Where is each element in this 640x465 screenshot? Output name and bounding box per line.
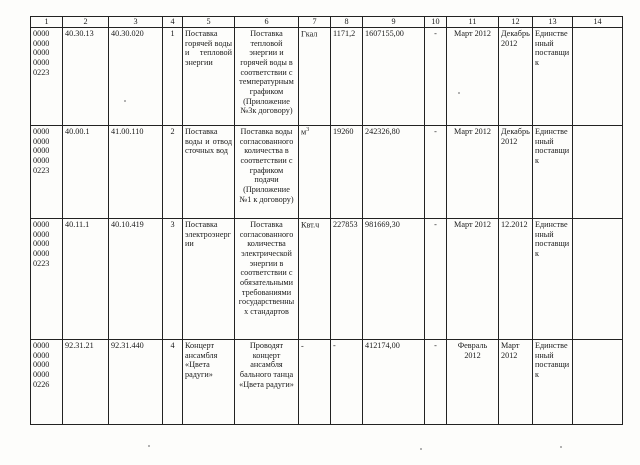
unit-text: м (301, 127, 307, 137)
price-cell: 242326,80 (363, 126, 425, 219)
kbk-code-cell: 0000 0000 0000 0000 0223 (31, 219, 63, 340)
table-row (31, 219, 623, 340)
okdp-cell: 41.00.110 (109, 126, 163, 219)
lot-number-cell: 4 (163, 340, 183, 425)
subject-cell: Поставка воды и отвод сточных вод (183, 126, 235, 219)
column-number: 8 (331, 17, 363, 28)
column-number: 10 (425, 17, 447, 28)
column-number: 12 (499, 17, 533, 28)
table-row (31, 28, 623, 126)
unit-text: Квт.ч (301, 220, 320, 230)
col14-cell (573, 219, 623, 340)
end-date-cell: Декабрь 2012 (499, 28, 533, 126)
column-number: 6 (235, 17, 299, 28)
quantity-cell: 19260 (331, 126, 363, 219)
scan-speck (560, 446, 562, 448)
col14-cell (573, 340, 623, 425)
col10-cell: - (425, 219, 447, 340)
okved-cell: 40.11.1 (63, 219, 109, 340)
unit-text: Гкал (301, 29, 318, 39)
column-number: 3 (109, 17, 163, 28)
col14-cell (573, 28, 623, 126)
kbk-code-cell: 0000 0000 0000 0000 0223 (31, 126, 63, 219)
table-row (31, 340, 623, 425)
end-date-cell: 12.2012 (499, 219, 533, 340)
okdp-cell: 40.30.020 (109, 28, 163, 126)
requirements-cell: Проводят концерт ансамбля бального танца «Цвета радуги» (235, 340, 299, 425)
kbk-code-cell: 0000 0000 0000 0000 0226 (31, 340, 63, 425)
quantity-cell: 227853 (331, 219, 363, 340)
start-date-cell: Февраль 2012 (447, 340, 499, 425)
unit-cell (299, 28, 331, 126)
requirements-cell: Поставка воды согласованного количества в соответствии с графиком подачи (Приложение №1 к договору) (235, 126, 299, 219)
column-number: 4 (163, 17, 183, 28)
column-number: 9 (363, 17, 425, 28)
column-number: 2 (63, 17, 109, 28)
scan-speck (420, 448, 422, 450)
method-cell: Единственный поставщик (533, 126, 573, 219)
start-date-cell: Март 2012 (447, 126, 499, 219)
price-cell: 981669,30 (363, 219, 425, 340)
unit-text: - (301, 341, 304, 351)
column-number: 13 (533, 17, 573, 28)
column-number: 5 (183, 17, 235, 28)
column-number-row (31, 17, 623, 28)
unit-cell (299, 126, 331, 219)
unit-cell (299, 340, 331, 425)
lot-number-cell: 1 (163, 28, 183, 126)
column-number: 1 (31, 17, 63, 28)
method-cell: Единственный поставщик (533, 28, 573, 126)
subject-cell: Поставка электроэнергии (183, 219, 235, 340)
scan-speck (148, 445, 150, 447)
requirements-cell: Поставка согласованного количества электрической энергии в соответствии с обязательными требованиями государственных стандартов (235, 219, 299, 340)
okdp-cell: 92.31.440 (109, 340, 163, 425)
price-cell: 412174,00 (363, 340, 425, 425)
column-number: 7 (299, 17, 331, 28)
col10-cell: - (425, 126, 447, 219)
end-date-cell: Март 2012 (499, 340, 533, 425)
end-date-cell: Декабрь 2012 (499, 126, 533, 219)
table-row (31, 126, 623, 219)
price-cell: 1607155,00 (363, 28, 425, 126)
lot-number-cell: 2 (163, 126, 183, 219)
column-number: 11 (447, 17, 499, 28)
method-cell: Единственный поставщик (533, 340, 573, 425)
okved-cell: 92.31.21 (63, 340, 109, 425)
unit-cell (299, 219, 331, 340)
method-cell: Единственный поставщик (533, 219, 573, 340)
okdp-cell: 40.10.419 (109, 219, 163, 340)
quantity-cell: 1171,2 (331, 28, 363, 126)
scan-speck (458, 92, 460, 94)
procurement-plan-table (30, 16, 623, 425)
col10-cell: - (425, 28, 447, 126)
lot-number-cell: 3 (163, 219, 183, 340)
scan-speck (124, 100, 126, 102)
unit-superscript: 3 (306, 127, 310, 133)
quantity-cell: - (331, 340, 363, 425)
subject-cell: Поставка горячей воды и тепловой энергии (183, 28, 235, 126)
okved-cell: 40.00.1 (63, 126, 109, 219)
requirements-cell: Поставка тепловой энергии и горячей воды в соответствии с температурным графиком (Приложение №3к договору) (235, 28, 299, 126)
kbk-code-cell: 0000 0000 0000 0000 0223 (31, 28, 63, 126)
okved-cell: 40.30.13 (63, 28, 109, 126)
column-number: 14 (573, 17, 623, 28)
start-date-cell: Март 2012 (447, 219, 499, 340)
start-date-cell: Март 2012 (447, 28, 499, 126)
col14-cell (573, 126, 623, 219)
subject-cell: Концерт ансамбля «Цвета радуги» (183, 340, 235, 425)
col10-cell: - (425, 340, 447, 425)
